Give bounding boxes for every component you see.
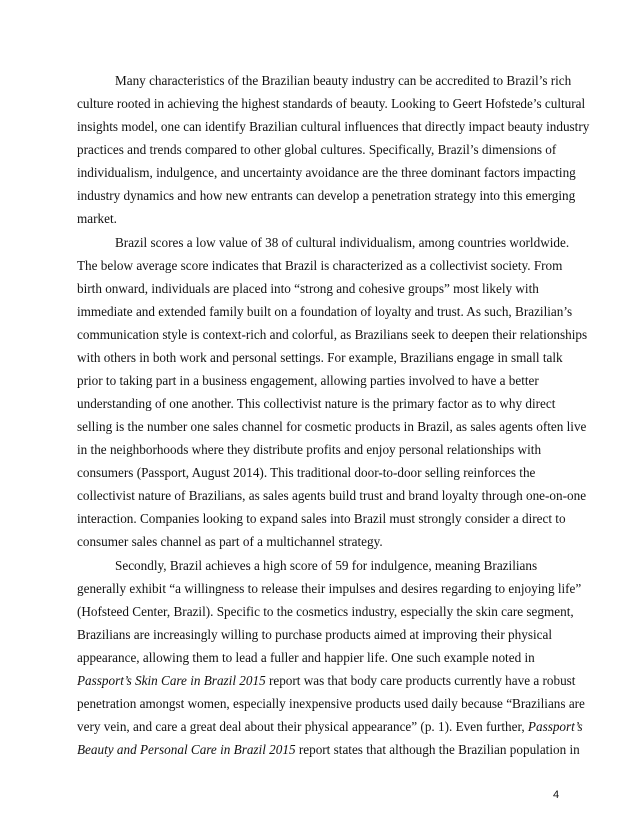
- p3-line-4: Brazilians are increasingly willing to purchase products aimed at improving their physical: [77, 627, 552, 642]
- p1-line-5: individualism, indulgence, and uncertainty avoidance are the three dominant factors impacting: [77, 165, 576, 180]
- p3-line-8: [77, 719, 583, 735]
- p2-line-2: The below average score indicates that Brazil is characterized as a collectivist society. From: [77, 258, 563, 273]
- p2-line-11: consumers (Passport, August 2014). This traditional door-to-door selling reinforces the: [77, 465, 536, 480]
- p2-line-3: birth onward, individuals are placed into “strong and cohesive groups” most likely with: [77, 281, 539, 296]
- p1-line-2: culture rooted in achieving the highest standards of beauty. Looking to Geert Hofstede’s cultural: [77, 96, 586, 111]
- p2-line-12: collectivist nature of Brazilians, as sales agents build trust and brand loyalty through one-on-one: [77, 488, 587, 503]
- p3-line-6-text: report was that body care products currently have a robust: [265, 673, 576, 688]
- p1-line-7: market.: [77, 211, 117, 226]
- p1-line-1: Many characteristics of the Brazilian beauty industry can be accredited to Brazil’s rich: [115, 73, 572, 88]
- p2-line-4: immediate and extended family built on a foundation of loyalty and trust. As such, Brazilian’s: [77, 304, 573, 319]
- p3-line-7: penetration amongst women, especially inexpensive products used daily because “Brazilians are: [77, 696, 585, 711]
- citation-beauty-report: Beauty and Personal Care in Brazil 2015: [77, 742, 296, 757]
- page-number: 4: [553, 789, 560, 801]
- p3-line-5: appearance, allowing them to lead a fuller and happier life. One such example noted in: [77, 650, 535, 665]
- p1-line-4: practices and trends compared to other global cultures. Specifically, Brazil’s dimensions of: [77, 142, 557, 157]
- p2-line-7: prior to taking part in a business engagement, allowing parties involved to have a better: [77, 373, 539, 388]
- p1-line-6: industry dynamics and how new entrants can develop a penetration strategy into this emerging: [77, 188, 576, 203]
- citation-skin-care-report: Passport’s Skin Care in Brazil 2015: [77, 673, 266, 688]
- p2-line-14: consumer sales channel as part of a multichannel strategy.: [77, 534, 383, 549]
- p3-line-2: generally exhibit “a willingness to release their impulses and desires regarding to enjoying life”: [77, 581, 582, 596]
- p1-line-3: insights model, one can identify Brazilian cultural influences that directly impact beauty industry: [77, 119, 590, 134]
- p2-line-9: selling is the number one sales channel for cosmetic products in Brazil, as sales agents often live: [77, 419, 587, 434]
- p2-line-10: in the neighborhoods where they distribute profits and enjoy personal relationships with: [77, 442, 542, 457]
- p3-line-9: [77, 742, 580, 758]
- p2-line-6: with others in both work and personal settings. For example, Brazilians engage in small talk: [77, 350, 563, 365]
- p2-line-8: understanding of one another. This collectivist nature is the primary factor as to why direct: [77, 396, 556, 411]
- p3-line-9-text: report states that although the Brazilian population in: [295, 742, 580, 757]
- p3-line-6: [77, 673, 575, 689]
- p2-line-5: communication style is context-rich and colorful, as Brazilians seek to deepen their relationships: [77, 327, 588, 342]
- p2-line-1: Brazil scores a low value of 38 of cultural individualism, among countries worldwide.: [115, 235, 570, 250]
- p2-line-13: interaction. Companies looking to expand sales into Brazil must strongly consider a direct to: [77, 511, 566, 526]
- p3-line-3: (Hofsteed Center, Brazil). Specific to the cosmetics industry, especially the skin care segment,: [77, 604, 574, 619]
- p3-line-8-text: very vein, and care a great deal about their physical appearance” (p. 1). Even further,: [77, 719, 528, 734]
- citation-passports: Passport’s: [527, 719, 583, 734]
- p3-line-1: Secondly, Brazil achieves a high score of 59 for indulgence, meaning Brazilians: [115, 558, 538, 573]
